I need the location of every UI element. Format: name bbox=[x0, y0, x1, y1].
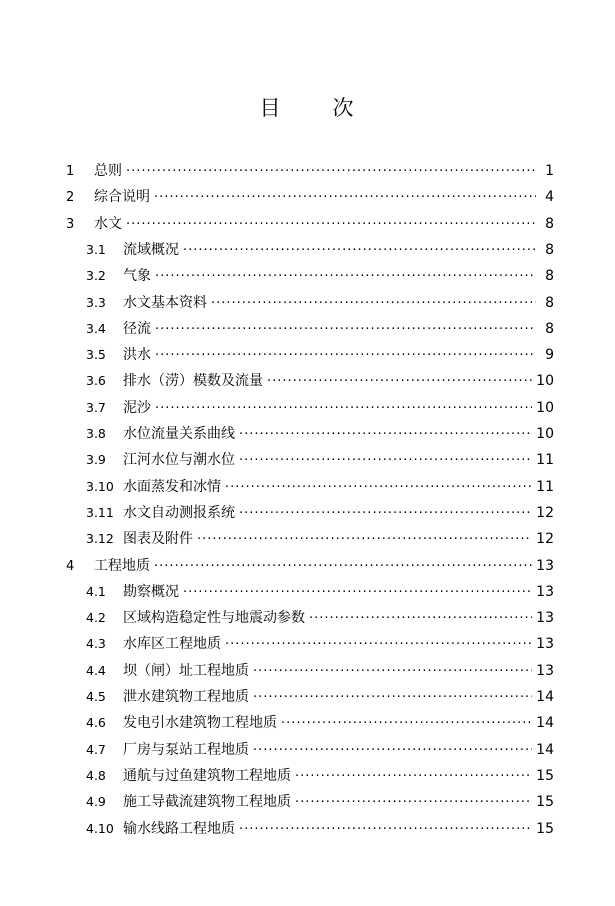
toc-entry[interactable] bbox=[86, 503, 554, 523]
toc-entry[interactable] bbox=[86, 529, 554, 549]
toc-entry[interactable] bbox=[86, 345, 554, 365]
toc-entry-label: 总则 bbox=[94, 163, 122, 179]
toc-entry-label: 水文 bbox=[94, 215, 122, 232]
toc-entry-number: 3.9 bbox=[86, 452, 106, 468]
toc-entry-label: 泥沙 bbox=[123, 399, 151, 416]
dot-leader bbox=[281, 714, 532, 734]
dot-leader bbox=[183, 241, 536, 261]
toc-entry-page: 10 bbox=[536, 426, 554, 442]
toc-entry-label: 勘察概况 bbox=[123, 583, 179, 600]
toc-entry-page: 12 bbox=[536, 504, 554, 521]
toc-entry[interactable] bbox=[66, 187, 554, 207]
toc-entry[interactable] bbox=[86, 371, 554, 391]
toc-entry[interactable] bbox=[86, 740, 554, 760]
toc-entry-label: 泄水建筑物工程地质 bbox=[123, 689, 249, 705]
toc-entry-number: 4.2 bbox=[86, 610, 106, 626]
dot-leader bbox=[239, 425, 532, 445]
toc-entry[interactable] bbox=[86, 608, 554, 628]
dot-leader bbox=[225, 635, 532, 655]
toc-entry-label: 工程地质 bbox=[94, 557, 150, 574]
toc-entry-page: 15 bbox=[536, 820, 554, 837]
toc-entry-label: 气象 bbox=[123, 268, 151, 285]
title-left-char: 目 bbox=[259, 96, 283, 120]
toc-entry-number: 3.3 bbox=[86, 294, 106, 310]
toc-entry-number: 4.6 bbox=[86, 715, 106, 731]
toc-entry-page: 15 bbox=[536, 794, 554, 811]
toc-entry[interactable] bbox=[86, 266, 554, 286]
toc-entry-label: 水文自动测报系统 bbox=[123, 504, 235, 521]
toc-entry[interactable] bbox=[86, 661, 554, 681]
dot-leader bbox=[154, 557, 532, 577]
toc-entry-page: 14 bbox=[536, 715, 554, 732]
toc-entry-number: 4.3 bbox=[86, 636, 106, 652]
toc-entry-number: 3.11 bbox=[86, 504, 114, 520]
toc-entry-page: 8 bbox=[545, 268, 554, 285]
toc-entry-page: 14 bbox=[536, 741, 554, 758]
dot-leader bbox=[155, 399, 532, 419]
toc-entry-label: 水位流量关系曲线 bbox=[123, 426, 235, 442]
dot-leader bbox=[225, 478, 532, 498]
toc-entry-page: 8 bbox=[545, 215, 554, 232]
toc-entry-label: 厂房与泵站工程地质 bbox=[123, 741, 249, 758]
toc-entry-number: 3.4 bbox=[86, 320, 106, 336]
dot-leader bbox=[155, 346, 536, 366]
toc-entry[interactable] bbox=[86, 634, 554, 654]
toc-entry[interactable] bbox=[86, 319, 554, 339]
toc-entry-page: 13 bbox=[536, 583, 554, 600]
toc-entry-page: 1 bbox=[545, 163, 554, 179]
toc-entry-label: 水面蒸发和冰情 bbox=[123, 478, 221, 495]
toc-entry-number: 3.7 bbox=[86, 399, 106, 415]
toc-entry[interactable] bbox=[86, 240, 554, 260]
dot-leader bbox=[126, 215, 536, 235]
toc-entry-number: 2 bbox=[66, 190, 75, 206]
toc-entry[interactable] bbox=[86, 766, 554, 786]
toc-entry-label: 水文基本资料 bbox=[123, 294, 207, 311]
toc-entry-label: 坝（闸）址工程地质 bbox=[123, 662, 249, 679]
toc-entry-number: 4.9 bbox=[86, 794, 106, 810]
toc-entry-page: 4 bbox=[545, 189, 554, 206]
toc-entry-page: 8 bbox=[545, 241, 554, 258]
dot-leader bbox=[183, 583, 532, 603]
dot-leader bbox=[155, 320, 536, 340]
toc-entry-number: 3 bbox=[66, 216, 75, 232]
toc-entry[interactable] bbox=[86, 450, 554, 470]
title-right-char: 次 bbox=[332, 96, 356, 120]
toc-entry-label: 区域构造稳定性与地震动参数 bbox=[123, 610, 305, 627]
toc-entry-number: 3.2 bbox=[86, 268, 106, 284]
toc-entry-label: 输水线路工程地质 bbox=[123, 820, 235, 837]
dot-leader bbox=[239, 451, 532, 471]
toc-entry-number: 4.4 bbox=[86, 662, 106, 678]
dot-leader bbox=[253, 741, 532, 761]
toc-entry-page: 13 bbox=[536, 662, 554, 679]
toc-entry-page: 8 bbox=[545, 320, 554, 337]
toc-entry-label: 发电引水建筑物工程地质 bbox=[123, 715, 277, 732]
toc-entry-page: 9 bbox=[545, 347, 554, 364]
toc-entry[interactable] bbox=[86, 398, 554, 418]
toc-entry-page: 13 bbox=[536, 610, 554, 627]
toc-entry-number: 3.6 bbox=[86, 373, 106, 389]
toc-entry-label: 径流 bbox=[123, 320, 151, 337]
toc-entry[interactable] bbox=[86, 293, 554, 313]
toc-entry-number: 4.10 bbox=[86, 820, 114, 836]
toc-entry[interactable] bbox=[66, 161, 554, 181]
toc-entry-number: 4.1 bbox=[86, 583, 106, 599]
toc-entry-page: 11 bbox=[536, 452, 554, 469]
dot-leader bbox=[239, 504, 532, 524]
toc-entry-label: 洪水 bbox=[123, 347, 151, 364]
toc-entry-number: 4 bbox=[66, 558, 75, 574]
toc-entry-page: 12 bbox=[536, 531, 554, 548]
dot-leader bbox=[197, 530, 532, 550]
toc-entry-label: 通航与过鱼建筑物工程地质 bbox=[123, 767, 291, 784]
toc-entry-page: 13 bbox=[536, 636, 554, 653]
toc-entry[interactable] bbox=[86, 424, 554, 444]
toc-entry[interactable] bbox=[86, 582, 554, 602]
toc-entry-page: 8 bbox=[545, 294, 554, 311]
toc-entry-label: 综合说明 bbox=[94, 189, 150, 206]
dot-leader bbox=[267, 372, 532, 392]
toc-entry[interactable] bbox=[66, 556, 554, 576]
toc-entry[interactable] bbox=[86, 687, 554, 707]
toc-entry-page: 10 bbox=[536, 399, 554, 416]
dot-leader bbox=[295, 793, 532, 813]
dot-leader bbox=[239, 820, 532, 840]
dot-leader bbox=[154, 188, 536, 208]
toc-entry-label: 水库区工程地质 bbox=[123, 636, 221, 653]
dot-leader bbox=[253, 662, 532, 682]
toc-entry-page: 10 bbox=[536, 373, 554, 390]
toc-entry-number: 3.10 bbox=[86, 478, 114, 494]
toc-entry-label: 流域概况 bbox=[123, 241, 179, 258]
toc-entry-number: 3.12 bbox=[86, 531, 114, 547]
toc-entry-number: 4.7 bbox=[86, 741, 106, 757]
toc-entry-page: 14 bbox=[536, 689, 554, 705]
toc-entry[interactable] bbox=[86, 477, 554, 497]
dot-leader bbox=[126, 162, 536, 182]
dot-leader bbox=[253, 688, 532, 708]
toc-entry-label: 排水（涝）模数及流量 bbox=[123, 373, 263, 390]
toc-entry-label: 江河水位与潮水位 bbox=[123, 452, 235, 469]
toc-entry[interactable] bbox=[86, 713, 554, 733]
page-title bbox=[0, 92, 615, 122]
toc-entry[interactable] bbox=[86, 819, 554, 839]
toc-entry-page: 15 bbox=[536, 767, 554, 784]
dot-leader bbox=[309, 609, 532, 629]
toc-entry[interactable] bbox=[86, 792, 554, 812]
toc-entry[interactable] bbox=[66, 214, 554, 234]
dot-leader bbox=[295, 767, 532, 787]
dot-leader bbox=[211, 294, 536, 314]
toc-entry-label: 图表及附件 bbox=[123, 531, 193, 548]
toc-entry-number: 4.5 bbox=[86, 689, 106, 704]
dot-leader bbox=[155, 267, 536, 287]
toc-entry-number: 4.8 bbox=[86, 767, 106, 783]
toc-entry-number: 3.8 bbox=[86, 426, 106, 441]
toc-entry-number: 3.5 bbox=[86, 347, 106, 363]
toc-entry-label: 施工导截流建筑物工程地质 bbox=[123, 794, 291, 811]
toc-entry-page: 11 bbox=[536, 478, 554, 495]
toc-entry-page: 13 bbox=[536, 557, 554, 574]
toc-entry-number: 1 bbox=[66, 164, 75, 179]
toc-entry-number: 3.1 bbox=[86, 241, 106, 257]
